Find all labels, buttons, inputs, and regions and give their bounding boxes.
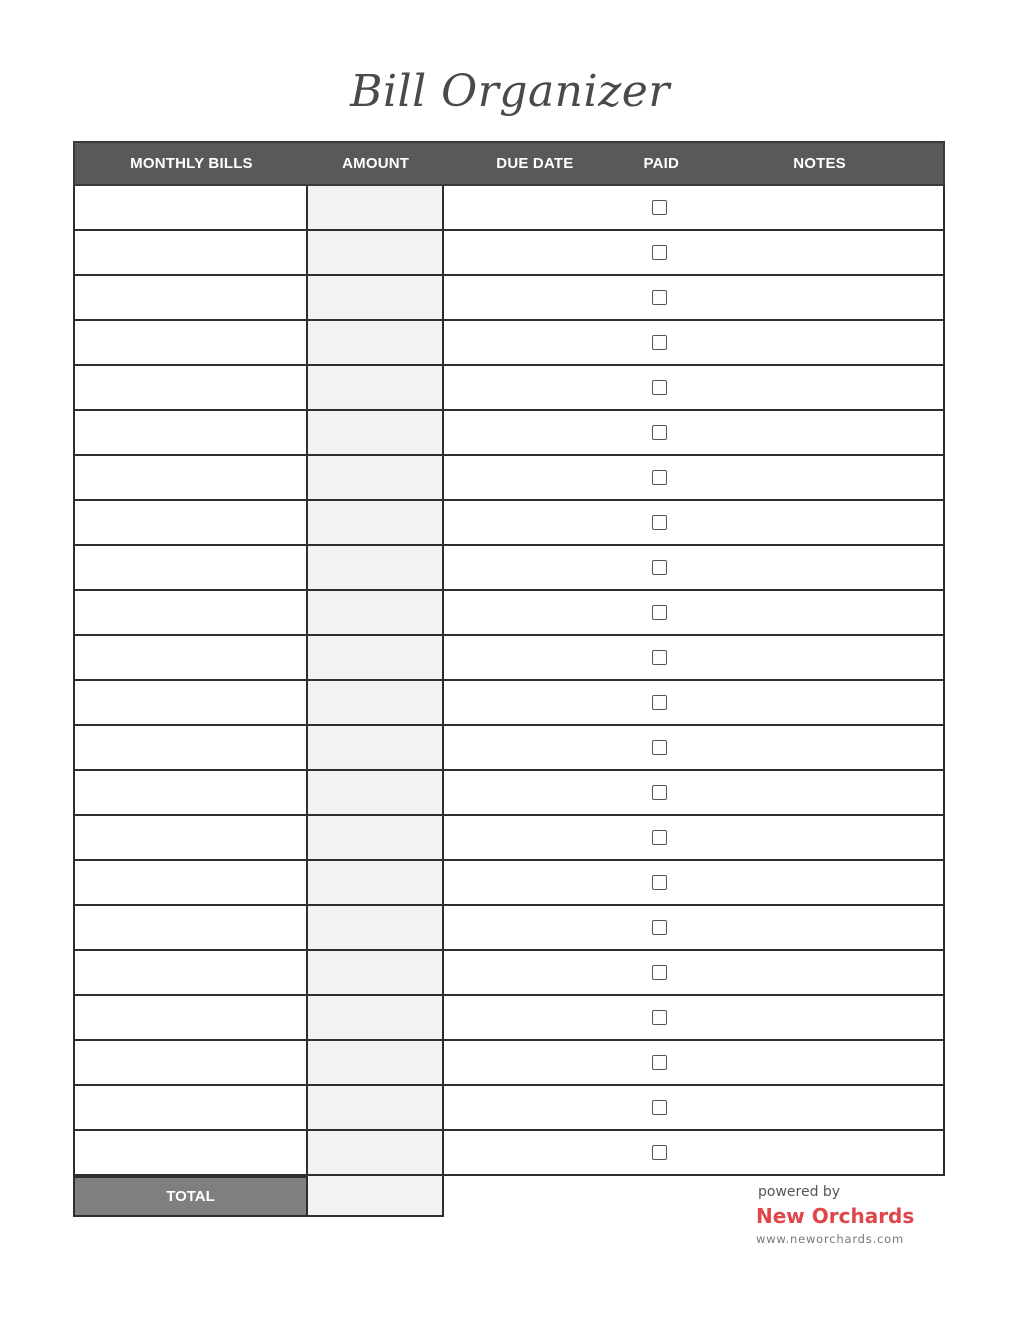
total-label: TOTAL <box>73 1176 308 1217</box>
amount-field[interactable] <box>308 771 444 814</box>
paid-checkbox[interactable] <box>652 470 667 485</box>
paid-checkbox[interactable] <box>652 740 667 755</box>
amount-field[interactable] <box>308 186 444 229</box>
bill-name-field[interactable] <box>75 186 308 229</box>
header-paid: PAID <box>643 155 680 172</box>
bill-table <box>73 141 945 1176</box>
paid-checkbox[interactable] <box>652 1010 667 1025</box>
due-date-notes-field[interactable] <box>444 636 943 679</box>
table-row <box>75 411 943 456</box>
bill-name-field[interactable] <box>75 456 308 499</box>
bill-name-field[interactable] <box>75 276 308 319</box>
table-row <box>75 951 943 996</box>
due-date-notes-field[interactable] <box>444 861 943 904</box>
paid-checkbox[interactable] <box>652 290 667 305</box>
table-row <box>75 681 943 726</box>
amount-field[interactable] <box>308 411 444 454</box>
amount-field[interactable] <box>308 591 444 634</box>
paid-checkbox[interactable] <box>652 920 667 935</box>
paid-checkbox[interactable] <box>652 1100 667 1115</box>
bill-name-field[interactable] <box>75 951 308 994</box>
amount-field[interactable] <box>308 456 444 499</box>
paid-checkbox[interactable] <box>652 605 667 620</box>
due-date-notes-field[interactable] <box>444 1131 943 1174</box>
paid-checkbox[interactable] <box>652 875 667 890</box>
total-amount-field[interactable] <box>308 1176 444 1217</box>
due-date-notes-field[interactable] <box>444 996 943 1039</box>
header-due-date: DUE DATE <box>496 155 574 172</box>
due-date-notes-field[interactable] <box>444 411 943 454</box>
due-date-notes-field[interactable] <box>444 501 943 544</box>
amount-field[interactable] <box>308 996 444 1039</box>
amount-field[interactable] <box>308 861 444 904</box>
amount-field[interactable] <box>308 546 444 589</box>
amount-field[interactable] <box>308 276 444 319</box>
table-row <box>75 276 943 321</box>
header-amount: AMOUNT <box>342 155 410 172</box>
due-date-notes-field[interactable] <box>444 771 943 814</box>
paid-checkbox[interactable] <box>652 515 667 530</box>
table-row <box>75 906 943 951</box>
due-date-notes-field[interactable] <box>444 546 943 589</box>
due-date-notes-field[interactable] <box>444 591 943 634</box>
bill-name-field[interactable] <box>75 501 308 544</box>
amount-field[interactable] <box>308 366 444 409</box>
paid-checkbox[interactable] <box>652 380 667 395</box>
table-row <box>75 546 943 591</box>
due-date-notes-field[interactable] <box>444 366 943 409</box>
paid-checkbox[interactable] <box>652 965 667 980</box>
paid-checkbox[interactable] <box>652 695 667 710</box>
branding <box>740 1184 930 1246</box>
powered-by-text: powered by <box>758 1184 841 1200</box>
bill-name-field[interactable] <box>75 546 308 589</box>
bill-name-field[interactable] <box>75 1086 308 1129</box>
table-header <box>73 141 945 186</box>
paid-checkbox[interactable] <box>652 245 667 260</box>
table-row <box>75 1086 943 1131</box>
bill-name-field[interactable] <box>75 726 308 769</box>
amount-field[interactable] <box>308 1086 444 1129</box>
table-row <box>75 186 943 231</box>
paid-checkbox[interactable] <box>652 560 667 575</box>
paid-checkbox[interactable] <box>652 650 667 665</box>
page-title: Bill Organizer <box>350 66 670 117</box>
due-date-notes-field[interactable] <box>444 276 943 319</box>
bill-name-field[interactable] <box>75 771 308 814</box>
table-body <box>73 186 945 1176</box>
table-row <box>75 501 943 546</box>
table-row <box>75 726 943 771</box>
bill-name-field[interactable] <box>75 321 308 364</box>
paid-checkbox[interactable] <box>652 830 667 845</box>
paid-checkbox[interactable] <box>652 1055 667 1070</box>
due-date-notes-field[interactable] <box>444 951 943 994</box>
bill-name-field[interactable] <box>75 861 308 904</box>
amount-field[interactable] <box>308 321 444 364</box>
amount-field[interactable] <box>308 951 444 994</box>
table-row <box>75 231 943 276</box>
bill-name-field[interactable] <box>75 906 308 949</box>
due-date-notes-field[interactable] <box>444 456 943 499</box>
bill-name-field[interactable] <box>75 1041 308 1084</box>
brand-url[interactable]: www.neworchards.com <box>756 1232 904 1246</box>
bill-name-field[interactable] <box>75 591 308 634</box>
table-row <box>75 1131 943 1176</box>
bill-name-field[interactable] <box>75 1131 308 1174</box>
paid-checkbox[interactable] <box>652 1145 667 1160</box>
paid-checkbox[interactable] <box>652 200 667 215</box>
due-date-notes-field[interactable] <box>444 1041 943 1084</box>
paid-checkbox[interactable] <box>652 425 667 440</box>
amount-field[interactable] <box>308 681 444 724</box>
due-date-notes-field[interactable] <box>444 231 943 274</box>
bill-name-field[interactable] <box>75 231 308 274</box>
bill-name-field[interactable] <box>75 411 308 454</box>
brand-logo: New Orchards <box>756 1204 915 1228</box>
bill-name-field[interactable] <box>75 636 308 679</box>
amount-field[interactable] <box>308 726 444 769</box>
paid-checkbox[interactable] <box>652 335 667 350</box>
due-date-notes-field[interactable] <box>444 186 943 229</box>
table-row <box>75 591 943 636</box>
paid-checkbox[interactable] <box>652 785 667 800</box>
table-row <box>75 321 943 366</box>
header-monthly-bills: MONTHLY BILLS <box>130 155 253 172</box>
table-row <box>75 366 943 411</box>
due-date-notes-field[interactable] <box>444 681 943 724</box>
due-date-notes-field[interactable] <box>444 1086 943 1129</box>
due-date-notes-field[interactable] <box>444 906 943 949</box>
bill-name-field[interactable] <box>75 816 308 859</box>
table-row <box>75 771 943 816</box>
table-row <box>75 861 943 906</box>
amount-field[interactable] <box>308 816 444 859</box>
table-row <box>75 816 943 861</box>
table-row <box>75 456 943 501</box>
amount-field[interactable] <box>308 906 444 949</box>
due-date-notes-field[interactable] <box>444 321 943 364</box>
bill-name-field[interactable] <box>75 366 308 409</box>
amount-field[interactable] <box>308 1131 444 1174</box>
due-date-notes-field[interactable] <box>444 726 943 769</box>
total-row <box>73 1176 444 1217</box>
bill-name-field[interactable] <box>75 996 308 1039</box>
bill-name-field[interactable] <box>75 681 308 724</box>
header-notes: NOTES <box>793 155 846 172</box>
amount-field[interactable] <box>308 231 444 274</box>
amount-field[interactable] <box>308 636 444 679</box>
due-date-notes-field[interactable] <box>444 816 943 859</box>
amount-field[interactable] <box>308 1041 444 1084</box>
amount-field[interactable] <box>308 501 444 544</box>
table-row <box>75 636 943 681</box>
table-row <box>75 1041 943 1086</box>
table-row <box>75 996 943 1041</box>
